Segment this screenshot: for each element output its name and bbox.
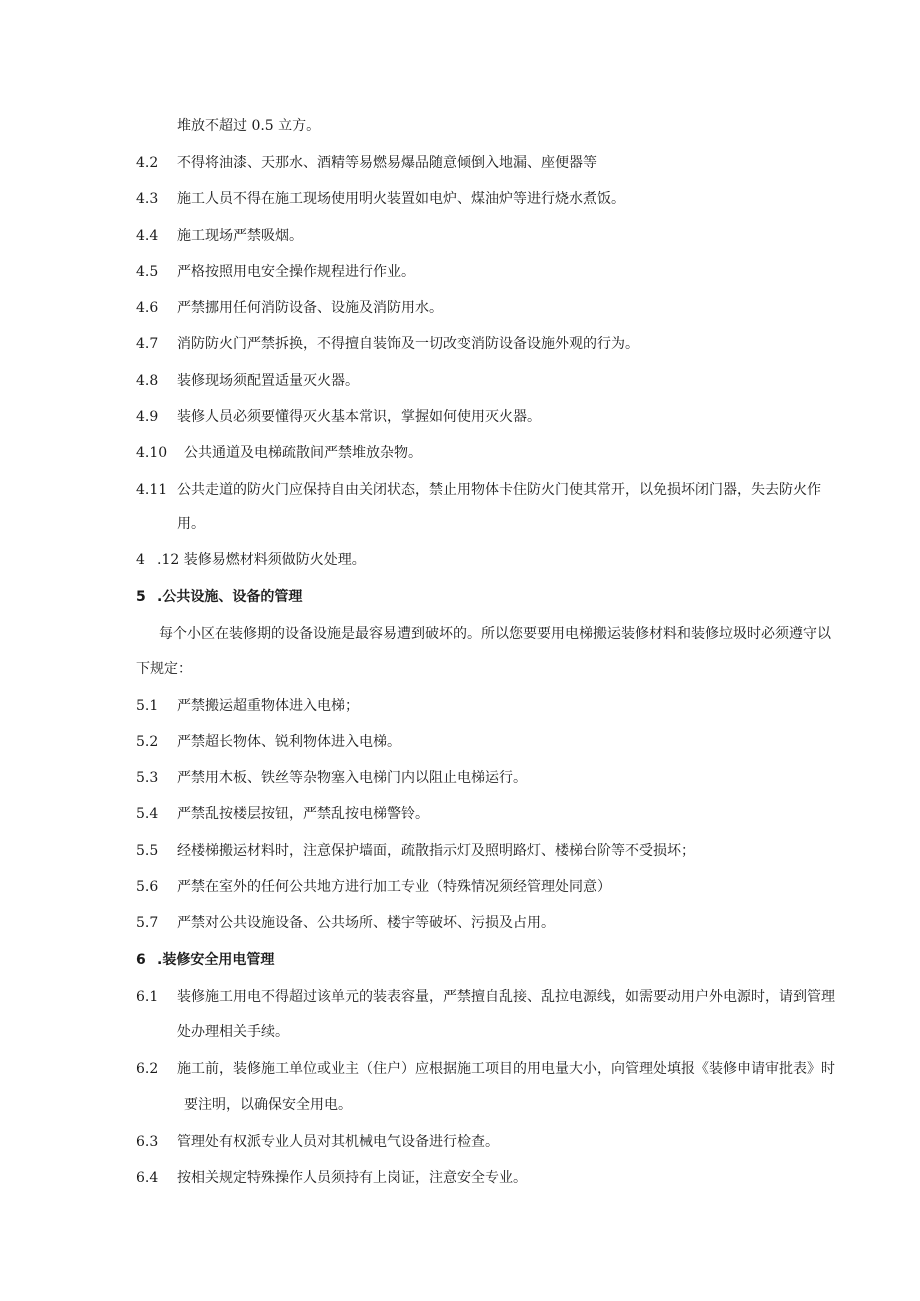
item-number: 5.5	[136, 843, 159, 859]
item-number: 5.7	[136, 915, 159, 931]
item-number: 4.10	[136, 445, 168, 461]
item-text: 管理处有权派专业人员对其机械电气设备进行检查。	[177, 1134, 499, 1150]
item-text: 施工现场严禁吸烟。	[177, 228, 303, 244]
item-text-continuation: 用。	[177, 516, 205, 532]
section-intro-continuation: 下规定：	[136, 661, 192, 677]
item-number: 6.2	[136, 1061, 159, 1077]
item-number: 6.3	[136, 1134, 159, 1150]
item-text: 严禁对公共设施设备、公共场所、楼宇等破坏、污损及占用。	[177, 915, 555, 931]
item-text: 严禁搬运超重物体进入电梯；	[177, 698, 359, 714]
item-text: 严禁用木板、铁丝等杂物塞入电梯门内以阻止电梯运行。	[177, 770, 527, 786]
item-text: 经楼梯搬运材料时，注意保护墙面，疏散指示灯及照明路灯、楼梯台阶等不受损坏；	[177, 843, 695, 859]
item-number: 4	[136, 552, 145, 568]
item-number: 6.4	[136, 1170, 159, 1186]
item-number: 4.9	[136, 409, 159, 425]
item-number: 4.5	[136, 264, 159, 280]
item-text: 施工人员不得在施工现场使用明火装置如电炉、煤油炉等进行烧水煮饭。	[177, 191, 625, 207]
item-number: 4.4	[136, 228, 159, 244]
item-number: 4.3	[136, 191, 159, 207]
item-text: 消防防火门严禁拆换，不得擅自装饰及一切改变消防设备设施外观的行为。	[177, 336, 639, 352]
item-text: 严禁超长物体、锐利物体进入电梯。	[177, 734, 401, 750]
item-text: .12 装修易燃材料须做防火处理。	[157, 552, 366, 568]
item-number: 5.3	[136, 770, 159, 786]
item-number: 4.7	[136, 336, 159, 352]
item-text: 施工前，装修施工单位或业主（住户）应根据施工项目的用电量大小，向管理处填报《装修申请审批表》时	[177, 1061, 835, 1077]
item-text: 严格按照用电安全操作规程进行作业。	[177, 264, 415, 280]
item-text: 装修人员必须要懂得灭火基本常识，掌握如何使用灭火器。	[177, 409, 541, 425]
item-text: 公共通道及电梯疏散间严禁堆放杂物。	[184, 445, 422, 461]
item-number: 5.1	[136, 698, 159, 714]
item-text-continuation: 要注明，以确保安全用电。	[184, 1097, 352, 1113]
section-title: .装修安全用电管理	[157, 952, 275, 968]
item-text: 不得将油漆、天那水、酒精等易燃易爆品随意倾倒入地漏、座便器等	[177, 155, 597, 171]
item-text: 严禁在室外的任何公共地方进行加工专业（特殊情况须经管理处同意）	[177, 879, 611, 895]
item-text-continuation: 处办理相关手续。	[177, 1024, 289, 1040]
item-number: 6.1	[136, 989, 159, 1005]
item-text: 严禁乱按楼层按钮，严禁乱按电梯警铃。	[177, 806, 429, 822]
item-number: 4.6	[136, 300, 159, 316]
item-text: 严禁挪用任何消防设备、设施及消防用水。	[177, 300, 443, 316]
item-number: 5.2	[136, 734, 159, 750]
item-text: 装修施工用电不得超过该单元的装表容量，严禁擅自乱接、乱拉电源线，如需要动用户外电源时，请到管理	[177, 989, 835, 1005]
item-number: 4.8	[136, 373, 159, 389]
section-number: 5	[136, 589, 146, 605]
item-number: 5.4	[136, 806, 159, 822]
item-number: 4.11	[136, 482, 168, 498]
item-number: 5.6	[136, 879, 159, 895]
section-intro: 每个小区在装修期的设备设施是最容易遭到破坏的。所以您要要用电梯搬运装修材料和装修垃圾时必须遵守以	[159, 626, 831, 642]
continuation-text: 堆放不超过 0.5 立方。	[177, 118, 321, 134]
section-title: .公共设施、设备的管理	[157, 589, 303, 605]
item-text: 按相关规定特殊操作人员须持有上岗证，注意安全专业。	[177, 1170, 527, 1186]
section-number: 6	[136, 952, 146, 968]
item-text: 装修现场须配置适量灭火器。	[177, 373, 359, 389]
item-number: 4.2	[136, 155, 159, 171]
item-text: 公共走道的防火门应保持自由关闭状态，禁止用物体卡住防火门使其常开，以免损坏闭门器，失去防火作	[177, 482, 821, 498]
